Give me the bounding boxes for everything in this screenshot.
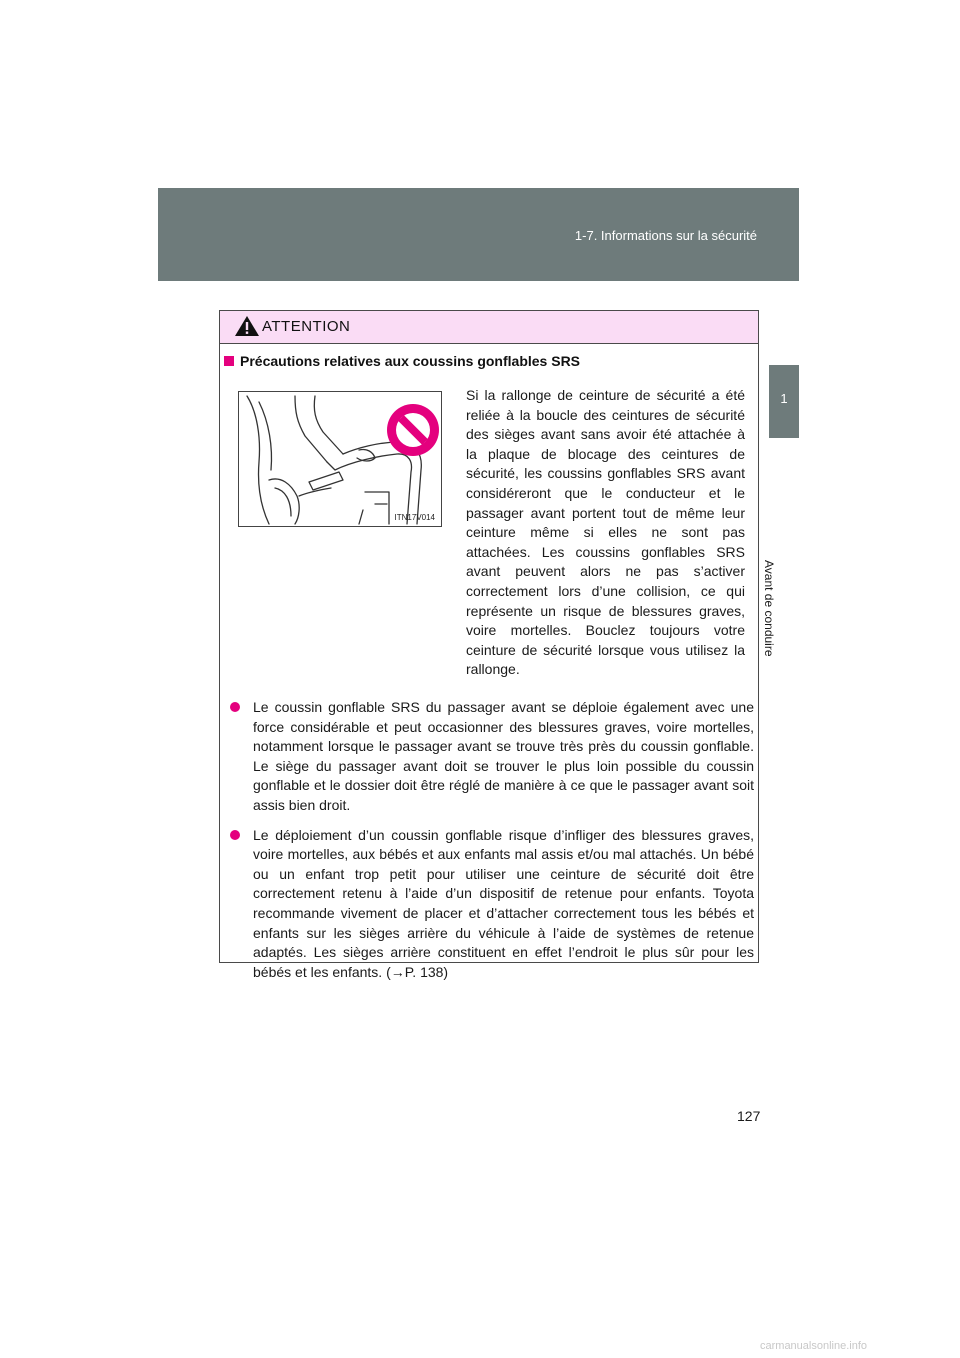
list-item <box>224 826 754 983</box>
subheading-text: Précautions relatives aux coussins gonflables SRS <box>240 353 581 369</box>
square-bullet-icon <box>224 356 234 366</box>
bullet-text: Le déploiement d’un coussin gonflable risque d’infliger des blessures graves, voire mortelles, aux bébés et aux enfants mal assis et/ou mal attachés. Un bébé ou un enfant trop petit pour utiliser une ceinture de sécurité doit être correctement retenu à l’aide d’un dispositif de retenue pour enfants. Toyota recommande vivement de placer et d’attacher correctement tous les bébés et enfants sur les sièges arrière du véhicule à l’aide de systèmes de retenue adaptés. Les sièges arrière constituent en effet l’endroit le plus sûr pour les bébés et les enfants. (→P. 138) <box>253 826 754 980</box>
seatbelt-illustration <box>238 391 442 527</box>
bullet-text: Le coussin gonflable SRS du passager avant se déploie également avec une force considérable et peut occasionner des blessures graves, voire mortelles, notamment lorsque le passager avant se trouve très près du coussin gonflable. Le siège du passager avant doit se trouver le plus loin possible du coussin gonflable et le dossier doit être réglé de manière à ce que le passager avant soit assis bien droit. <box>253 699 754 813</box>
figure-caption-text: Si la rallonge de ceinture de sécurité a été reliée à la boucle des ceintures de sécurité des sièges avant sans avoir été attachée à la plaque de blocage des ceintures de sécurité, les coussins gonflables SRS avant considéreront que le conducteur et le passager avant portent tout de même leur ceinture même si elles ne sont pas attachées. Les coussins gonflables SRS avant peuvent alors ne pas s’activer correctement lors d’une collision, ce qui représente un risque de blessures graves, voire mortelles. Bouclez toujours votre ceinture de sécurité lorsque vous utilisez la rallonge. <box>466 387 745 678</box>
chapter-tab <box>769 365 799 438</box>
bullet-dot-icon <box>230 702 240 712</box>
warning-subheading <box>224 353 580 369</box>
figure-code: ITN17V014 <box>394 513 435 522</box>
watermark: carmanualsonline.info <box>760 1340 868 1352</box>
chapter-label: Avant de conduire <box>762 560 776 657</box>
warning-bullet-list <box>224 698 754 992</box>
seatbelt-drawing <box>239 392 441 526</box>
warning-box <box>219 310 759 980</box>
page-number: 127 <box>737 1108 761 1124</box>
bullet-dot-icon <box>230 830 240 840</box>
warning-title: ATTENTION <box>262 318 351 335</box>
list-item <box>224 698 754 816</box>
warning-header <box>220 311 758 344</box>
warning-triangle-icon <box>234 315 260 337</box>
section-header-band <box>158 188 799 281</box>
section-title: 1-7. Informations sur la sécurité <box>574 228 757 243</box>
chapter-number: 1 <box>780 391 788 406</box>
